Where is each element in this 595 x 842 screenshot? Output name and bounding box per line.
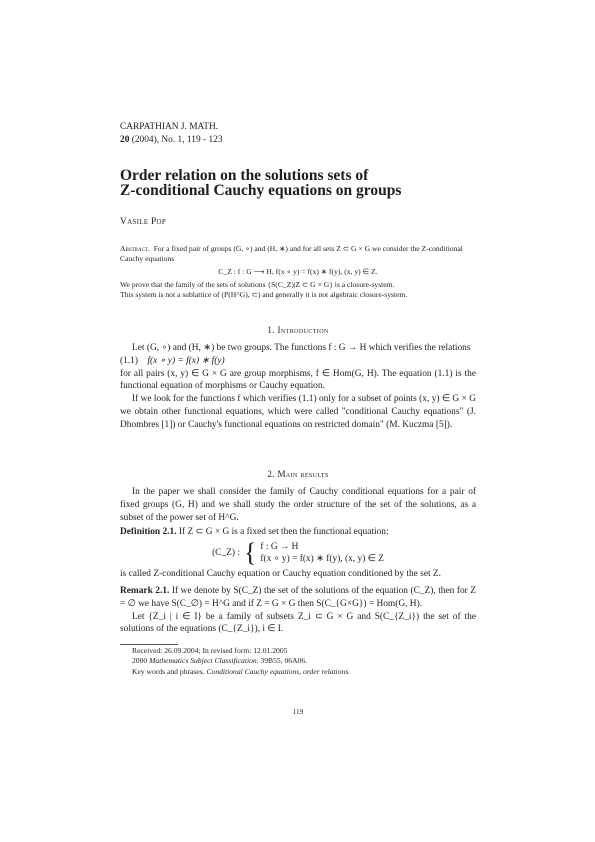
footnote-received: Received: 26.09.2004; In revised form: 12.01.2005 [132,646,288,655]
intro-paragraph-1: Let (G, ∘) and (H, ∗) be two groups. The functions f : G → H which verifies the relations [132,343,471,353]
abstract-line-2: We prove that the family of the sets of solutions {S(C_Z)|Z ⊂ G × G} is a closure-system. [120,279,395,289]
title-line-2: Z-conditional Cauchy equations on groups [120,182,402,199]
footnote-rule [120,644,178,645]
equation-label: (1.1) [120,355,138,366]
definition-2-1 [120,526,476,539]
journal-issue [120,134,223,147]
abstract-line-1: For a fixed pair of groups (G, ∘) and (H, ∗) and for all sets Z ⊂ G × G we consider the Z-conditional Cauchy equations [120,244,463,264]
left-brace: { [243,538,257,568]
remark-label: Remark 2.1. [120,585,170,596]
introduction-body [120,342,476,432]
case-1: f : G → H [260,542,299,553]
section-heading-main-results: 2. Main results [267,469,329,479]
remark-text: If we denote by S(C_Z) the set of the solutions of the equation (C_Z), then for Z = ∅ we have S(C_∅) = H^G and if Z = G × G then S(C_{G×G}) = Hom(G, H). [120,585,476,609]
keywords-text: Conditional Cauchy equations, order relations. [206,666,351,676]
definition-text: If Z ⊂ G × G is a fixed set then the functional equation: [176,527,389,538]
abstract [120,244,476,300]
intro-paragraph-3: If we look for the functions f which verifies (1.1) only for a subset of points (x, y) ∈ G × G we obtain other functional equations, which were called "conditional Cauchy equations" (J. Dhombres [1]) or Cauchy's functional equations on restricted domain" (M. Kuczma [5]). [120,394,476,430]
msc-codes: 39B55, 06A06. [258,656,308,666]
definition-equation [120,538,476,568]
journal-issue-details: (2004), No. 1, 119 - 123 [129,135,223,145]
page-number: 119 [292,708,304,716]
journal-volume: 20 [120,135,130,145]
main-paragraph-last: Let {Z_i | i ∈ I} be a family of subsets Z_i ⊂ G × G and S(C_{Z_i}) the set of the solutions of the equations (C_{Z_i}), i ∈ I. [120,611,476,635]
footnote-msc [132,656,476,666]
journal-name: CARPATHIAN J. MATH. [120,122,219,132]
main-results-body [120,486,476,636]
cz-label: (C_Z) : [212,547,240,558]
abstract-equation: C_Z : f : G ⟶ H, f(x ∘ y) = f(x) ∗ f(y), (x, y) ∈ Z. [218,266,378,276]
section-heading-introduction: 1. Introduction [267,325,329,335]
equation-1-1 [120,355,476,368]
msc-prefix: 2000 [132,656,150,666]
definition-label: Definition 2.1. [120,527,177,538]
equation-cases [260,541,384,565]
paper-title [120,168,500,198]
footnote-keywords [132,667,476,677]
abstract-line-3: This system is not a sublattice of (P(H^G), ⊂) and generally it is not algebraic closure-system. [120,290,408,300]
keywords-label: Key words and phrases. [132,666,207,676]
main-paragraph-1: In the paper we shall consider the family of Cauchy conditional equations for a pair of fixed groups (G, H) and we shall study the order structure of the set of the solutions, as a subset of the power set of H^G. [120,487,476,523]
footnotes [132,646,476,677]
msc-label: Mathematics Subject Classification. [149,656,259,666]
title-line-1: Order relation on the solutions sets of [120,167,369,184]
journal-header [120,121,223,147]
remark-2-1 [120,585,476,611]
equation-body: f(x ∘ y) = f(x) ∗ f(y) [147,355,225,366]
abstract-label: Abstract. [120,244,150,253]
definition-after: is called Z-conditional Cauchy equation or Cauchy equation conditioned by the set Z. [120,569,442,580]
intro-paragraph-2: for all pairs (x, y) ∈ G × G are group morphisms, f ∈ Hom(G, H). The equation (1.1) is the functional equation of morphisms or Cauchy equation. [120,368,476,392]
author-name: Vasile Pop [120,217,167,227]
case-2: f(x ∘ y) = f(x) ∗ f(y), (x, y) ∈ Z [260,554,384,565]
